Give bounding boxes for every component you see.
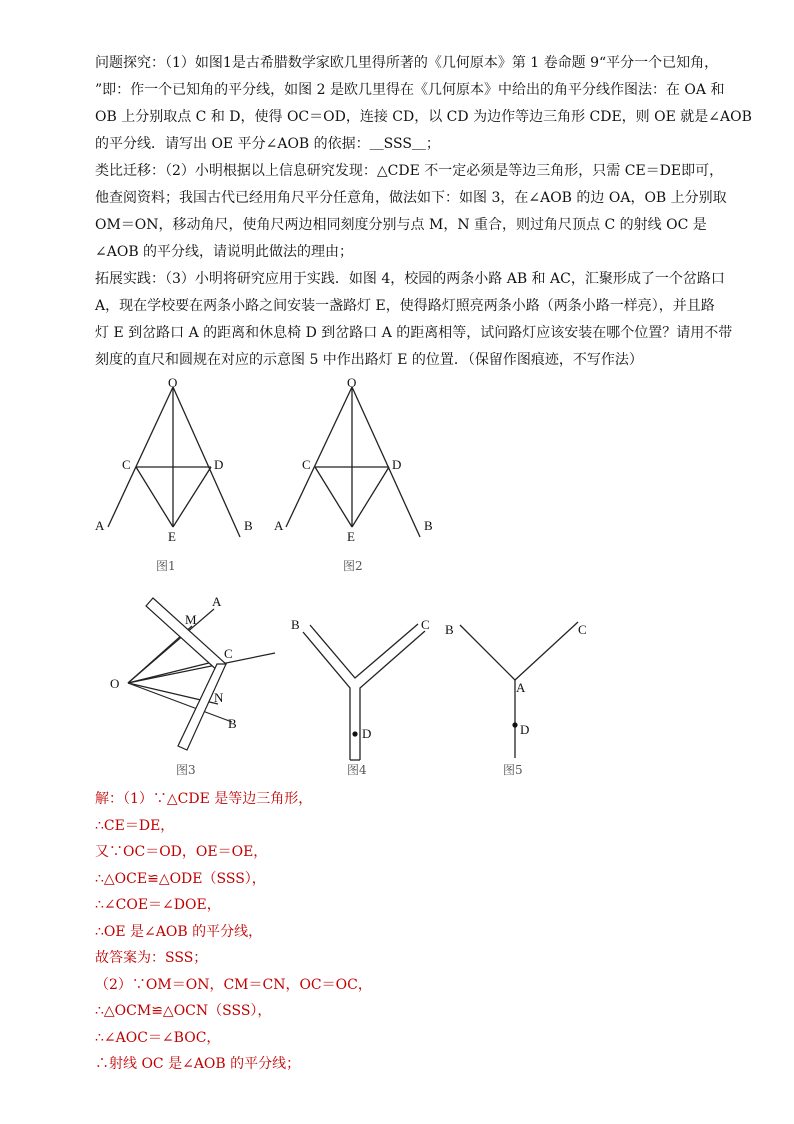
solution-line: ∴△OCE≌△ODE（SSS），: [95, 870, 266, 887]
label-B: B: [291, 617, 300, 632]
figure-3: [100, 590, 290, 780]
figure-4: [285, 610, 445, 780]
label-E: E: [168, 529, 176, 544]
solution-line: 故答案为：SSS；: [95, 950, 208, 966]
label-B: B: [244, 518, 253, 533]
label-C: C: [302, 457, 311, 472]
problem-statement: [95, 50, 752, 374]
label-C: C: [578, 622, 587, 637]
bench-D-dot: [512, 722, 517, 727]
label-D: D: [520, 722, 530, 737]
label-O: O: [168, 375, 178, 390]
solution-line: 解：（1）∵△CDE 是等边三角形，: [95, 791, 313, 807]
label-D: D: [214, 457, 224, 472]
figure-2: [268, 375, 448, 580]
problem-line: ”即：作一个已知角的平分线，如图 2 是欧几里得在《几何原本》中给出的角平分线作图法：在 OA 和: [95, 82, 725, 98]
solution-line: ∴∠COE＝∠DOE，: [95, 897, 221, 913]
solution-line: ∴CE＝DE，: [95, 817, 175, 834]
label-B: B: [424, 518, 433, 533]
label-N: N: [214, 690, 224, 705]
label-A: A: [95, 518, 105, 533]
solution-line: ∴射线 OC 是∠AOB 的平分线；: [95, 1056, 301, 1072]
problem-line: 他查阅资料；我国古代已经用角尺平分任意角，做法如下：如图 3，在∠AOB 的边 OA，OB 上分别取: [95, 190, 727, 206]
label-C: C: [421, 617, 430, 632]
problem-line: 刻度的直尺和圆规在对应的示意图 5 中作出路灯 E 的位置．（保留作图痕迹，不写作法）: [95, 352, 643, 368]
solution-line: ∴△OCM≌△OCN（SSS），: [95, 1003, 272, 1019]
problem-line: 问题探究：（1）如图1是古希腊数学家欧几里得所著的《几何原本》第 1 卷命题 9“平分一个已知角，: [95, 55, 719, 71]
problem-line: 类比迁移：（2）小明根据以上信息研究发现：△CDE 不一定必须是等边三角形，只需 CE＝DE即可，: [95, 163, 724, 179]
label-A: A: [212, 594, 222, 609]
label-E: E: [347, 529, 355, 544]
solution-line: （2）∵OM＝ON，CM＝CN，OC＝OC，: [95, 976, 372, 993]
label-A: A: [516, 680, 526, 695]
bench-D-dot: [352, 731, 357, 736]
figure-caption: 图5: [503, 763, 523, 777]
label-D: D: [392, 457, 402, 472]
problem-line: 灯 E 到岔路口 A 的距离和休息椅 D 到岔路口 A 的距离相等，试问路灯应该安装在哪个位置？请用不带: [95, 325, 733, 341]
figure-caption: 图1: [156, 559, 176, 573]
problem-line: 拓展实践：（3）小明将研究应用于实践．如图 4，校园的两条小路 AB 和 AC，汇聚形成了一个岔路口: [95, 271, 725, 287]
problem-line: OB 上分别取点 C 和 D，使得 OC＝OD，连接 CD，以 CD 为边作等边三角形 CDE，则 OE 就是∠AOB: [95, 109, 752, 125]
label-B: B: [228, 716, 237, 731]
figure-5: [440, 610, 600, 780]
label-A: A: [274, 518, 284, 533]
solution-line: 又∵OC＝OD，OE＝OE，: [95, 844, 268, 860]
solution: [95, 786, 720, 1078]
figure-caption: 图3: [176, 763, 196, 777]
problem-line: 的平分线．请写出 OE 平分∠AOB 的依据：＿SSS＿；: [95, 136, 440, 152]
solution-line: ∴∠AOC＝∠BOC，: [95, 1029, 221, 1046]
figure-1: [90, 375, 270, 580]
label-C: C: [122, 457, 131, 472]
figure-caption: 图2: [343, 559, 363, 573]
label-B: B: [445, 622, 454, 637]
label-C: C: [224, 646, 233, 661]
label-D: D: [362, 726, 372, 741]
label-O: O: [347, 375, 357, 390]
label-O: O: [110, 676, 120, 691]
problem-line: OM＝ON，移动角尺，使角尺两边相同刻度分别与点 M，N 重合，则过角尺顶点 C 的射线 OC 是: [95, 217, 707, 233]
solution-line: ∴OE 是∠AOB 的平分线，: [95, 923, 263, 940]
label-M: M: [185, 612, 197, 627]
problem-line: ∠AOB 的平分线，请说明此做法的理由；: [95, 244, 354, 260]
figure-caption: 图4: [347, 763, 367, 777]
problem-line: A，现在学校要在两条小路之间安装一盏路灯 E，使得路灯照亮两条小路（两条小路一样亮），并且路: [95, 298, 715, 314]
